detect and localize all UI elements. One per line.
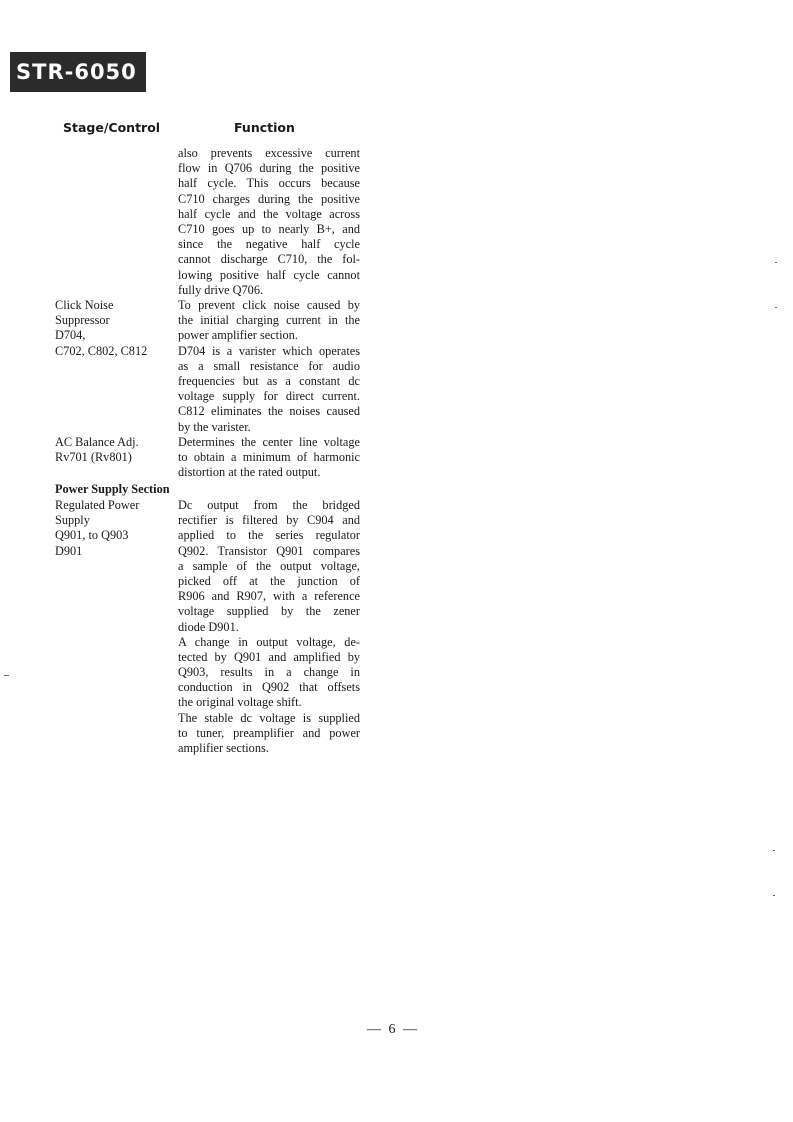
function-line: C812 eliminates the noises caused (178, 404, 360, 419)
model-badge: STR-6050 (10, 52, 146, 92)
stage-line: Rv701 (Rv801) (55, 450, 132, 465)
function-line: fully drive Q706. (178, 282, 264, 297)
function-line: amplifier sections. (178, 741, 269, 755)
function-line: voltage supplied by the zener (178, 604, 360, 619)
stage-line: Q901, to Q903 (55, 528, 129, 543)
function-line: voltage supply for direct current. (178, 389, 360, 404)
power-supply-section-title: Power Supply Section (55, 482, 170, 496)
function-line: D704 is a varister which operates (178, 343, 360, 358)
function-line: To prevent click noise caused by (178, 298, 360, 312)
ac-balance-function (178, 435, 360, 481)
stage-control-header: Stage/Control (63, 120, 161, 135)
click-noise-function (178, 298, 360, 435)
function-line: tected by Q901 and amplified by (178, 649, 360, 664)
function-line: frequencies but as a constant dc (178, 373, 360, 388)
stage-line: D901 (55, 543, 83, 558)
function-line: R906 and R907, with a reference (178, 589, 360, 604)
function-line: Q902. Transistor Q901 compares (178, 543, 360, 558)
continued-function-block (178, 146, 360, 298)
stage-line: AC Balance Adj. (55, 435, 139, 449)
ac-balance-stage (55, 435, 139, 465)
function-line: distortion at the rated output. (178, 465, 321, 480)
power-supply-function (178, 498, 360, 756)
scan-speck (775, 307, 777, 308)
function-line: Determines the center line voltage (178, 435, 360, 449)
function-line: diode D901. (178, 619, 239, 634)
function-line: conduction in Q902 that offsets (178, 680, 360, 695)
function-header: Function (234, 120, 295, 135)
stage-line: D704, (55, 328, 86, 343)
function-line: by the varister. (178, 419, 251, 434)
stage-line: Regulated Power (55, 498, 140, 512)
page-number: — 6 — (367, 1022, 419, 1037)
function-line: lowing positive half cycle cannot (178, 267, 360, 282)
function-line: A change in output voltage, de- (178, 634, 360, 649)
function-line: to obtain a minimum of harmonic (178, 450, 360, 465)
function-line: Dc output from the bridged (178, 498, 360, 512)
function-line: power amplifier section. (178, 328, 298, 343)
function-line: The stable dc voltage is supplied (178, 710, 360, 725)
stage-line: Suppressor (55, 313, 110, 328)
click-noise-stage (55, 298, 147, 359)
function-line: half cycle and the voltage across (178, 206, 360, 221)
function-line: to tuner, preamplifier and power (178, 725, 360, 740)
function-line: also prevents excessive current (178, 146, 360, 160)
function-line: C710 goes up to nearly B+, and (178, 221, 360, 236)
function-line: since the negative half cycle (178, 237, 360, 252)
function-line: as a small resistance for audio (178, 358, 360, 373)
scan-speck (773, 895, 775, 896)
function-line: half cycle. This occurs because (178, 176, 360, 191)
function-line: a sample of the output voltage, (178, 558, 360, 573)
function-line: flow in Q706 during the positive (178, 161, 360, 176)
function-line: the initial charging current in the (178, 313, 360, 328)
function-line: cannot discharge C710, the fol- (178, 252, 360, 267)
stage-line: Supply (55, 513, 90, 528)
function-line: the original voltage shift. (178, 695, 302, 710)
stage-line: Click Noise (55, 298, 114, 312)
scan-speck (773, 850, 775, 851)
function-line: applied to the series regulator (178, 528, 360, 543)
scan-speck (4, 675, 9, 676)
function-line: picked off at the junction of (178, 573, 360, 588)
function-line: Q903, results in a change in (178, 665, 360, 680)
power-supply-stage (55, 498, 139, 559)
function-line: rectifier is filtered by C904 and (178, 513, 360, 528)
function-line: C710 charges during the positive (178, 191, 360, 206)
scan-speck (775, 262, 777, 263)
stage-line: C702, C802, C812 (55, 343, 148, 358)
